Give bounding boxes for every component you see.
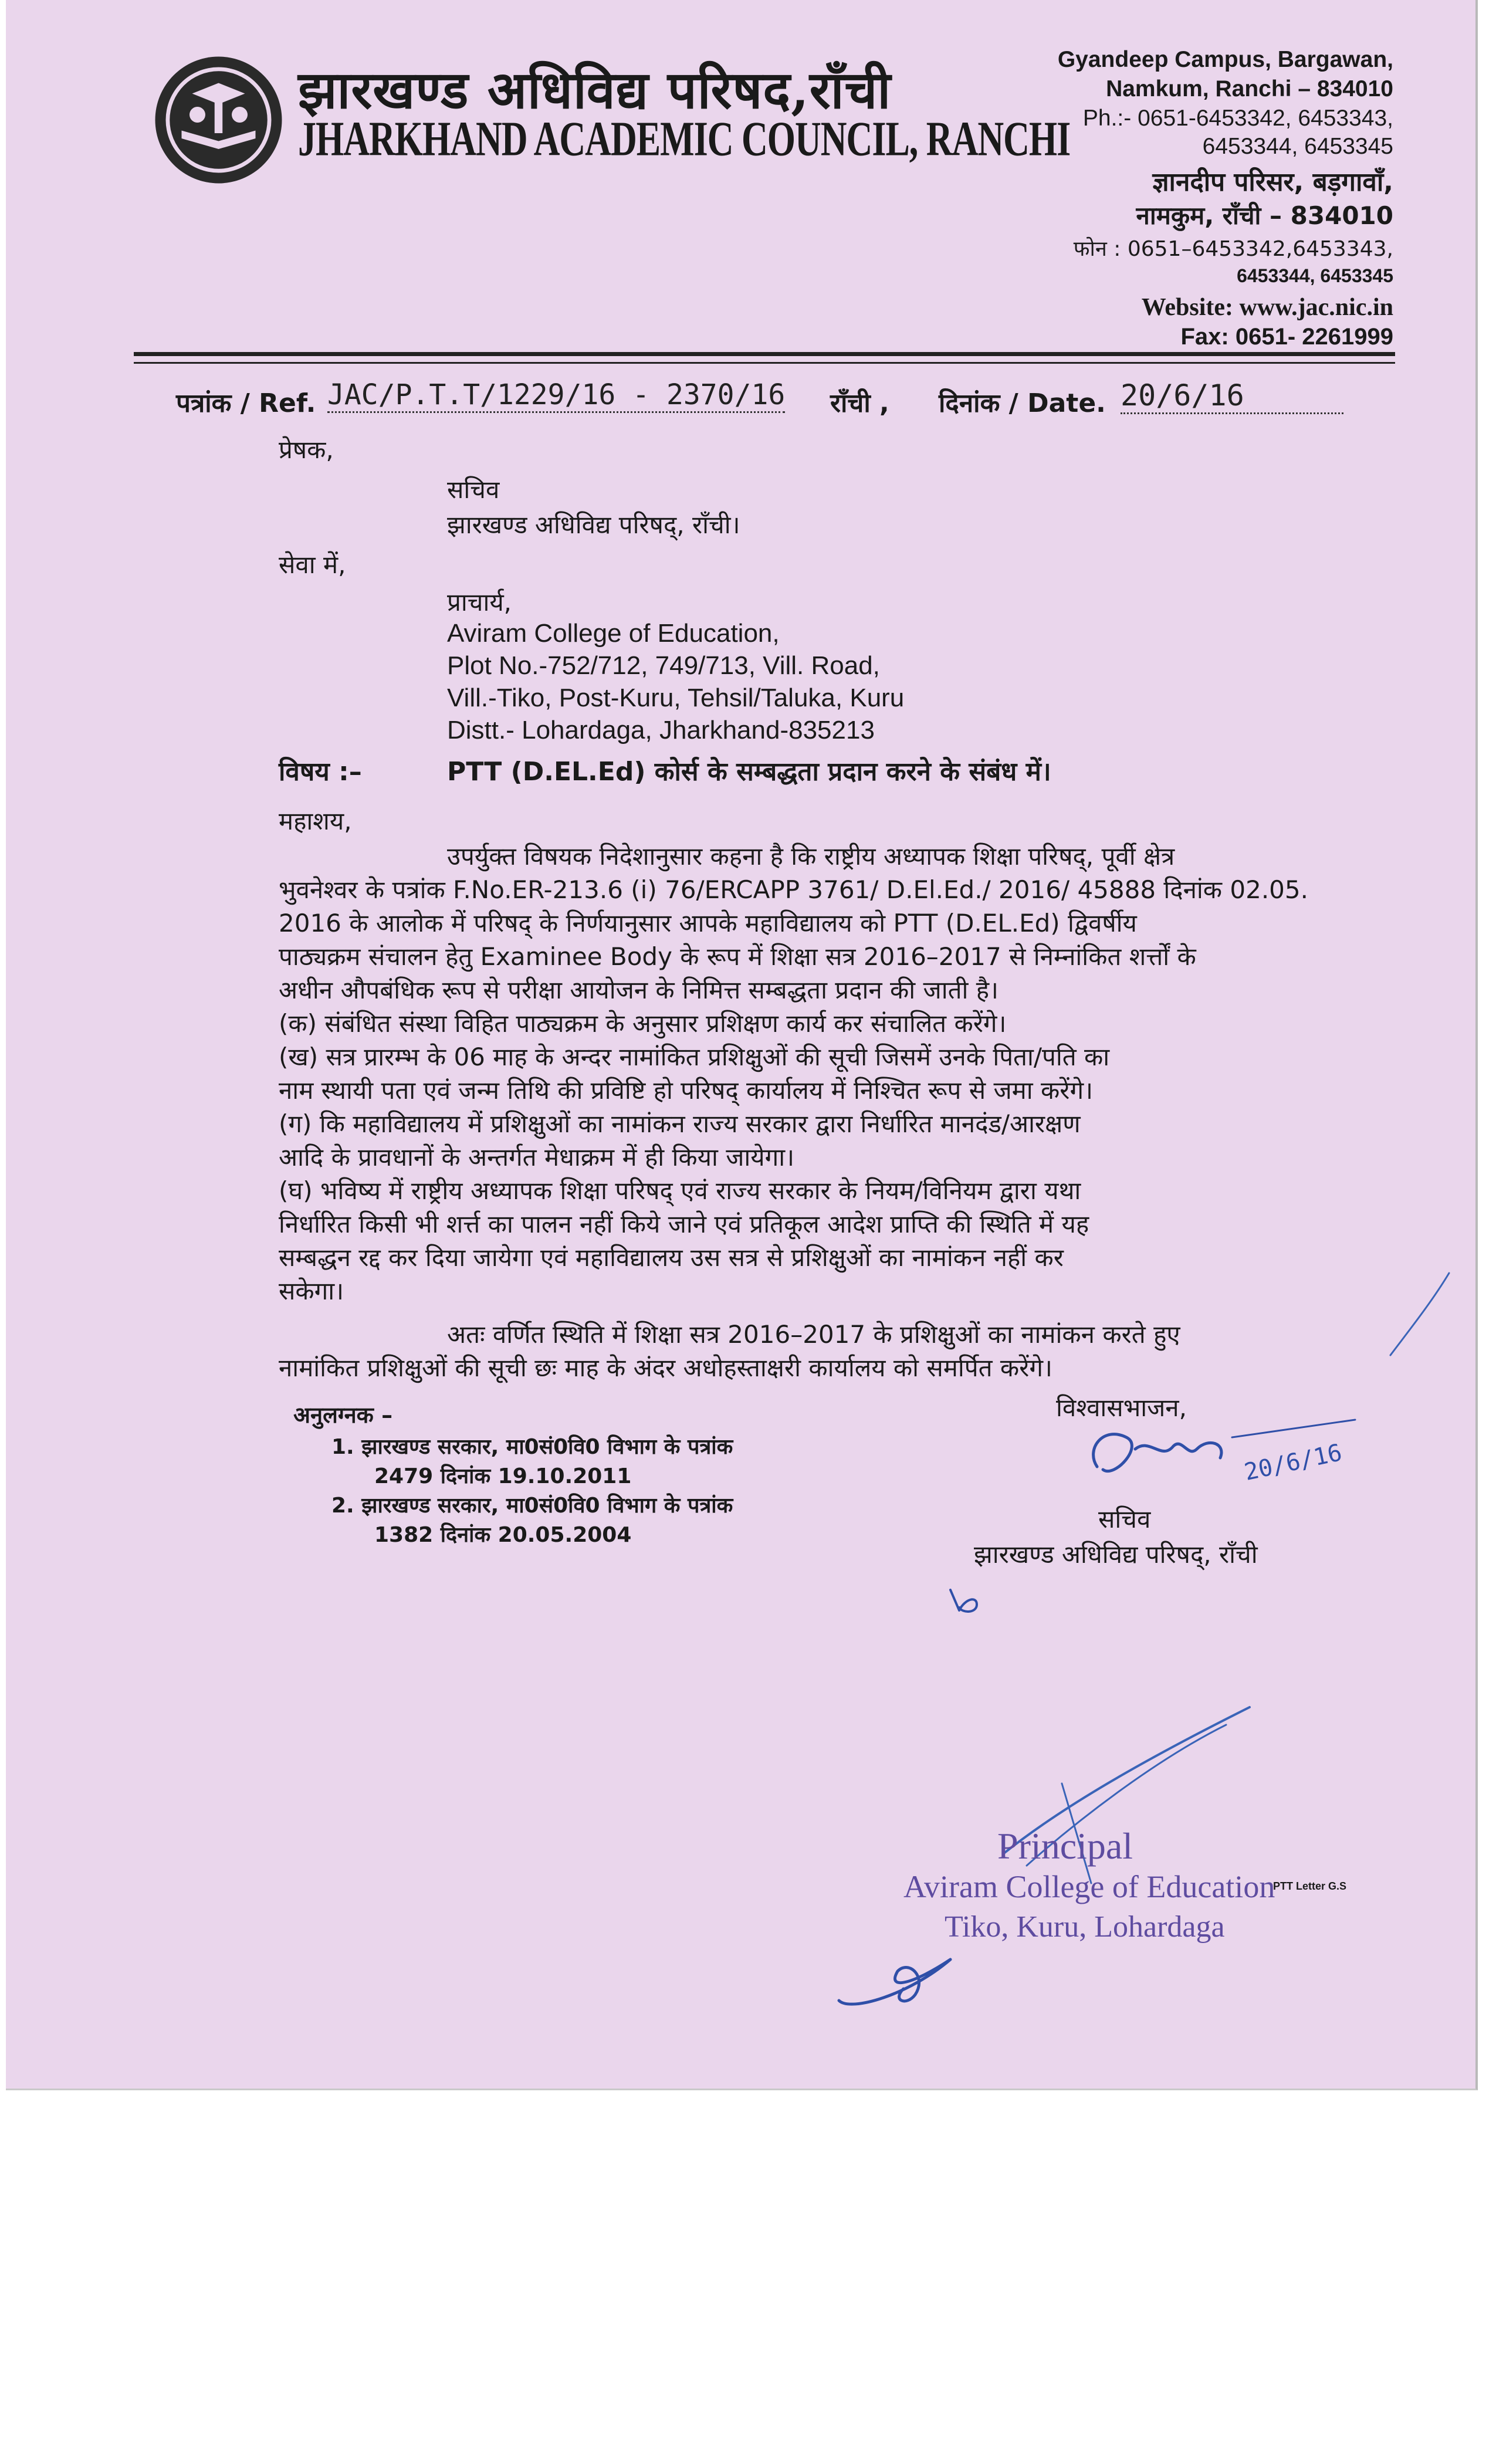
recipient-line3: Vill.-Tiko, Post-Kuru, Tehsil/Taluka, Kuru bbox=[447, 683, 905, 712]
signature-date: 20/6/16 bbox=[1242, 1439, 1345, 1487]
body-para1-line1: उपर्युक्त विषयक निदेशानुसार कहना है कि राष्ट्रीय अध्यापक शिक्षा परिषद्, पूर्वी क्षेत्र bbox=[447, 842, 1175, 871]
body-para1-line5: अधीन औपबंधिक रूप से परीक्षा आयोजन के निमित्त सम्बद्धता प्रदान की जाती है। bbox=[279, 976, 999, 1004]
address-en-line2: Namkum, Ranchi – 834010 bbox=[1106, 76, 1393, 101]
body-para1-line2: भुवनेश्वर के पत्रांक F.No.ER-213.6 (i) 76/ERCAPP 3761/ D.El.Ed./ 2016/ 45888 दिनांक 02.05. bbox=[279, 875, 1308, 904]
annexure-item1-line2: 2479 दिनांक 19.10.2011 bbox=[374, 1464, 632, 1488]
condition-ga-line2: आदि के प्रावधानों के अन्तर्गत मेधाक्रम में ही किया जायेगा। bbox=[279, 1143, 795, 1172]
signature-office: झारखण्ड अधिविद्य परिषद्, राँची bbox=[974, 1540, 1258, 1569]
closing-line1: अतः वर्णित स्थिति में शिक्षा सत्र 2016–2017 के प्रशिक्षुओं का नामांकन करते हुए bbox=[447, 1320, 1180, 1349]
subject-label: विषय :– bbox=[279, 757, 362, 787]
condition-ga-line1: (ग) कि महाविद्यालय में प्रशिक्षुओं का नामांकन राज्य सरकार द्वारा निर्धारित मानदंड/आरक्षण bbox=[279, 1109, 1081, 1138]
annexure-item1-line1: 1. झारखण्ड सरकार, मा0सं0वि0 विभाग के पत्रांक bbox=[331, 1435, 733, 1459]
address-hi-line2: नामकुम, राँची – 834010 bbox=[1136, 201, 1393, 230]
condition-kha-line2: नाम स्थायी पता एवं जन्म तिथि की प्रविष्टि हो परिषद् कार्यालय में निश्चित रूप से जमा करेंगे। bbox=[279, 1076, 1094, 1105]
subject-text: PTT (D.EL.Ed) कोर्स के सम्बद्धता प्रदान करने के संबंध में। bbox=[447, 757, 1051, 787]
header-rule-thin bbox=[134, 362, 1395, 364]
sender-label: प्रेषक, bbox=[279, 435, 334, 464]
header-rule bbox=[134, 352, 1395, 356]
phone-hi-line1: फोन : 0651–6453342,6453343, bbox=[1073, 237, 1393, 261]
annexure-item2-line2: 1382 दिनांक 20.05.2004 bbox=[374, 1523, 632, 1547]
condition-ka: (क) संबंधित संस्था विहित पाठ्यक्रम के अनुसार प्रशिक्षण कार्य कर संचालित करेंगे। bbox=[279, 1009, 1007, 1038]
stamp-college: Aviram College of Education bbox=[903, 1869, 1275, 1904]
recipient-label: सेवा में, bbox=[279, 550, 346, 579]
condition-gha-line4: सकेगा। bbox=[279, 1277, 344, 1305]
margin-pen-stroke-icon bbox=[1385, 1267, 1455, 1361]
sender-office: झारखण्ड अधिविद्य परिषद्, राँची। bbox=[447, 510, 740, 539]
recipient-line2: Plot No.-752/712, 749/713, Vill. Road, bbox=[447, 651, 880, 680]
condition-gha-line3: सम्बद्धन रद्द कर दिया जायेगा एवं महाविद्यालय उस सत्र से प्रशिक्षुओं का नामांकन नहीं कर bbox=[279, 1243, 1064, 1272]
phone-en-line1: Ph.:- 0651-6453342, 6453343, bbox=[1082, 106, 1393, 131]
phone-hi-line2: 6453344, 6453345 bbox=[1237, 265, 1393, 286]
council-name-english: JHARKHAND ACADEMIC COUNCIL, RANCHI bbox=[298, 112, 1071, 167]
annexure-item2-line1: 2. झारखण्ड सरकार, मा0सं0वि0 विभाग के पत्रांक bbox=[331, 1494, 733, 1518]
yours-faithfully: विश्वासभाजन, bbox=[1056, 1393, 1187, 1422]
sender-designation: सचिव bbox=[447, 475, 500, 504]
ref-label: पत्रांक / Ref. bbox=[176, 388, 316, 418]
place: राँची , bbox=[830, 388, 889, 418]
stamp-location: Tiko, Kuru, Lohardaga bbox=[945, 1910, 1225, 1944]
website: Website: www.jac.nic.in bbox=[1141, 294, 1393, 321]
council-name-hindi: झारखण्ड अधिविद्य परिषद,राँची bbox=[298, 59, 892, 120]
body-para1-line4: पाठ्यक्रम संचालन हेतु Examinee Body के रूप में शिक्षा सत्र 2016–2017 से निम्नांकित शर्त्तों के bbox=[279, 942, 1196, 971]
address-hi-line1: ज्ञानदीप परिसर, बड़गावाँ, bbox=[1152, 167, 1393, 197]
stamp-principal: Principal bbox=[997, 1825, 1133, 1867]
body-para1-line3: 2016 के आलोक में परिषद् के निर्णयानुसार आपके महाविद्यालय को PTT (D.EL.Ed) द्विवर्षीय bbox=[279, 909, 1137, 937]
council-seal-icon bbox=[153, 54, 285, 186]
recipient-designation: प्राचार्य, bbox=[447, 588, 512, 617]
letter-tag: PTT Letter G.S bbox=[1273, 1880, 1347, 1892]
closing-line2: नामांकित प्रशिक्षुओं की सूची छः माह के अंदर अधोहस्ताक्षरी कार्यालय को समर्पित करेंगे। bbox=[279, 1353, 1052, 1382]
address-en-line1: Gyandeep Campus, Bargawan, bbox=[1057, 47, 1393, 72]
condition-kha-line1: (ख) सत्र प्रारम्भ के 06 माह के अन्दर नामांकित प्रशिक्षुओं की सूची जिसमें उनके पिता/पति का bbox=[279, 1043, 1110, 1071]
recipient-line1: Aviram College of Education, bbox=[447, 619, 780, 648]
signature-designation: सचिव bbox=[1098, 1505, 1151, 1534]
principal-scribble-icon bbox=[827, 1936, 1003, 2024]
phone-en-line2: 6453344, 6453345 bbox=[1202, 134, 1393, 159]
salutation: महाशय, bbox=[279, 807, 352, 835]
ref-number: JAC/P.T.T/1229/16 - 2370/16 bbox=[327, 378, 785, 413]
condition-gha-line1: (घ) भविष्य में राष्ट्रीय अध्यापक शिक्षा परिषद् एवं राज्य सरकार के नियम/विनियम द्वारा यथा bbox=[279, 1176, 1081, 1205]
date-value: 20/6/16 bbox=[1121, 378, 1343, 414]
recipient-line4: Distt.- Lohardaga, Jharkhand-835213 bbox=[447, 716, 875, 744]
condition-gha-line2: निर्धारित किसी भी शर्त्त का पालन नहीं किये जाने एवं प्रतिकूल आदेश प्राप्ति की स्थिति में यह bbox=[279, 1210, 1089, 1238]
fax: Fax: 0651- 2261999 bbox=[1180, 324, 1393, 350]
letter-page bbox=[6, 0, 1478, 2090]
initial-mark-icon bbox=[945, 1578, 991, 1619]
date-label: दिनांक / Date. bbox=[939, 388, 1106, 418]
annexure-label: अनुलग्नक – bbox=[293, 1402, 393, 1428]
